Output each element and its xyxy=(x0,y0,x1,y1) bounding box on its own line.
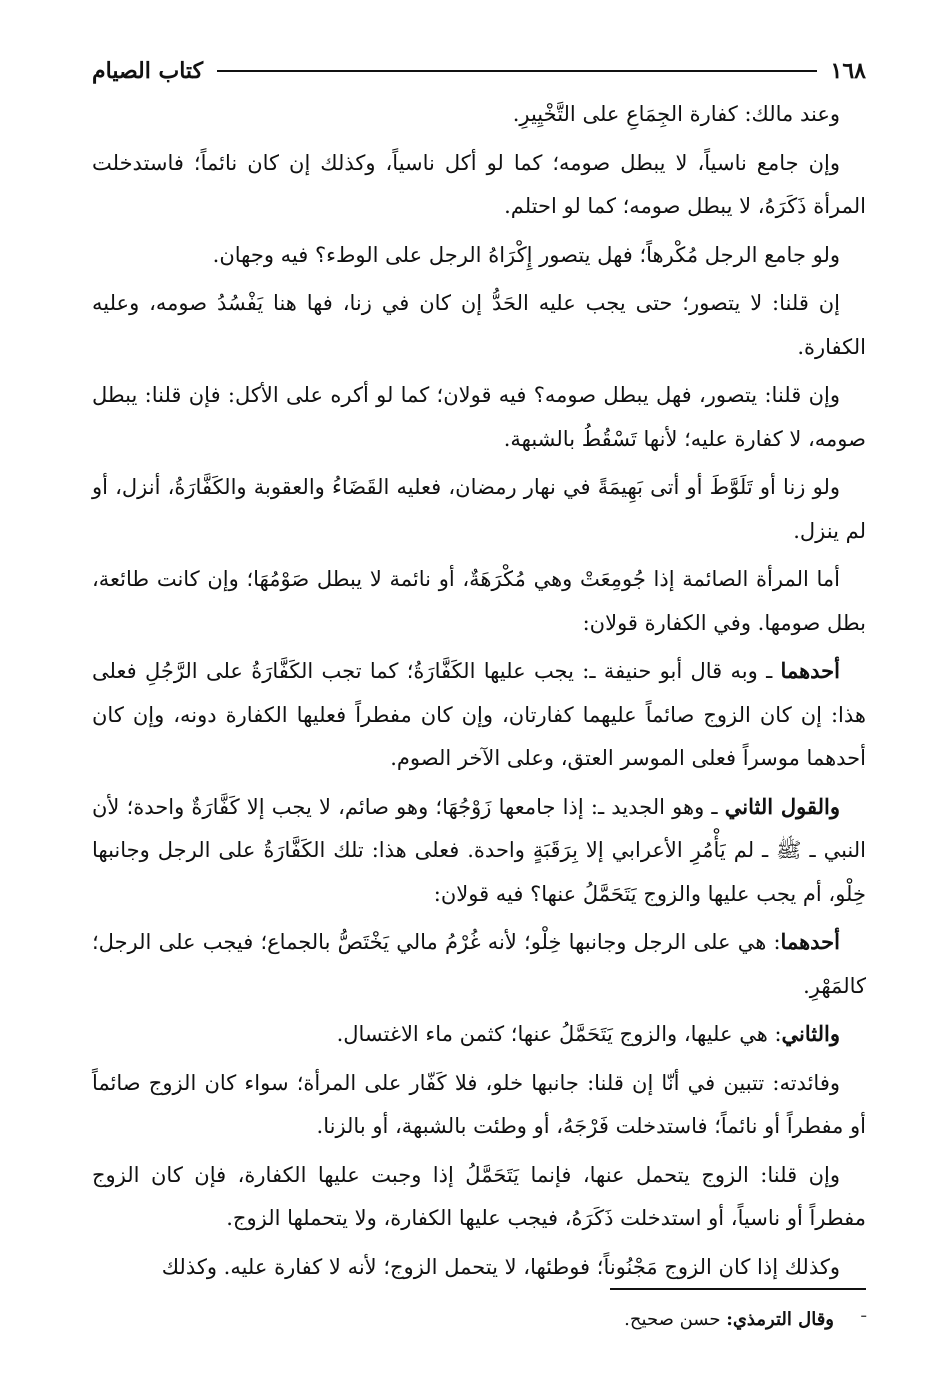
page-header xyxy=(92,50,866,92)
paragraph-12: وفائدته: تتبين في أنّا إن قلنا: جانبها خلو، فلا كَفّار على المرأة؛ سواء كان الزوج صائماً أو مفطراً أو نائماً؛ فاستدخلت فَرْجَهُ، أو وطئت بالشبهة، أو بالزنا. xyxy=(92,1070,866,1138)
footnote-mark: ـ xyxy=(861,1302,866,1321)
footnote-rule xyxy=(610,1288,866,1290)
paragraph-lead: أحدهما xyxy=(780,658,840,683)
paragraph-2: وإن جامع ناسياً، لا يبطل صومه؛ كما لو أكل ناسياً، وكذلك إن كان نائماً؛ فاستدخلت المرأة ذَكَرَهُ، لا يبطل صومه؛ كما لو احتلم. xyxy=(92,150,866,218)
paragraph-11: والثاني: هي عليها، والزوج يَتَحَمَّلُ عنها؛ كثمن ماء الاغتسال. xyxy=(336,1021,840,1046)
paragraph-14: وكذلك إذا كان الزوج مَجْنُوناً؛ فوطئها، لا يتحمل الزوج؛ لأنه لا كفارة عليه. وكذلك xyxy=(161,1254,840,1279)
paragraph-lead: والثاني xyxy=(781,1021,840,1046)
paragraph-13: وإن قلنا: الزوج يتحمل عنها، فإنما يَتَحَمَّلُ إذا وجبت عليها الكفارة، فإن كان الزوج مفطراً أو ناسياً، أو استدخلت ذَكَرَهُ، فيجب عليها الكفارة، ولا يتحملها الزوج. xyxy=(92,1162,866,1230)
paragraph-5: وإن قلنا: يتصور، فهل يبطل صومه؟ فيه قولان؛ كما لو أكره على الأكل: فإن قلنا: يبطل صومه، لا كفارة عليه؛ لأنها تَسْقُطُ بالشبهة. xyxy=(92,383,866,451)
page-number: ١٦٨ xyxy=(830,58,866,84)
paragraph-1: وعند مالك: كفارة الجِمَاعِ على التَّخْيِيرِ. xyxy=(512,102,840,126)
paragraph-lead: أحدهما xyxy=(780,929,840,954)
paragraph-4: إن قلنا: لا يتصور؛ حتى يجب عليه الحَدُّ إن كان في زنا، فها هنا يَفْسُدُ صومه، وعليه الكفارة. xyxy=(92,291,866,359)
paragraph-10: أحدهما: هي على الرجل وجانبها خِلْو؛ لأنه غُرْمُ مالي يَخْتَصُّ بالجماع؛ فيجب على الرجل؛ كالمَهْرِ. xyxy=(92,929,866,998)
footnote-text: حسن صحيح. xyxy=(624,1309,727,1330)
footnote xyxy=(624,1300,834,1340)
paragraph-9: والقول الثاني ـ وهو الجديد ـ: إذا جامعها زَوْجُهَا؛ وهو صائم، لا يجب إلا كَفَّارَةٌ واحدة؛ لأن النبي ـ ﷺ ـ لم يَأْمُرِ الأعرابي إلا بِرَقَبَةٍ واحدة. فعلى هذا: تلك الكَفَّارَةُ على الرجل وجانبها خِلْو، أم يجب عليها والزوج يَتَحَمَّلُ عنها؟ فيه قولان: xyxy=(92,793,866,906)
book-title: كتاب الصيام xyxy=(92,58,204,84)
footnote-lead: وقال الترمذي: xyxy=(726,1309,834,1330)
paragraph-7: أما المرأة الصائمة إذا جُومِعَتْ وهي مُكْرَهَةٌ، أو نائمة لا يبطل صَوْمُهَا؛ وإن كانت طائعة، بطل صومها. وفي الكفارة قولان: xyxy=(92,567,866,635)
body-text xyxy=(92,92,866,1289)
paragraph-6: ولو زنا أو تَلَوَّطَ أو أتى بَهِيمَةً في نهار رمضان، فعليه القَضَاءُ والعقوبة والكَفَّارَةُ، أنزل، أو لم ينزل. xyxy=(92,475,866,543)
paragraph-lead: والقول الثاني xyxy=(724,793,840,819)
header-rule xyxy=(217,70,817,72)
paragraph-3: ولو جامع الرجل مُكْرهاً؛ فهل يتصور إِكْرَاهُ الرجل على الوطء؟ فيه وجهان. xyxy=(212,242,840,267)
paragraph-8: أحدهما ـ وبه قال أبو حنيفة ـ: يجب عليها الكَفَّارَةُ؛ كما تجب الكَفَّارَةُ على الرَّجُلِ فعلى هذا: إن كان الزوج صائماً عليهما كفارتان، وإن كان مفطراً فعليها الكفارة دونه، وإن كان أحدهما موسراً فعلى الموسر العتق، وعلى الآخر الصوم. xyxy=(92,658,866,770)
